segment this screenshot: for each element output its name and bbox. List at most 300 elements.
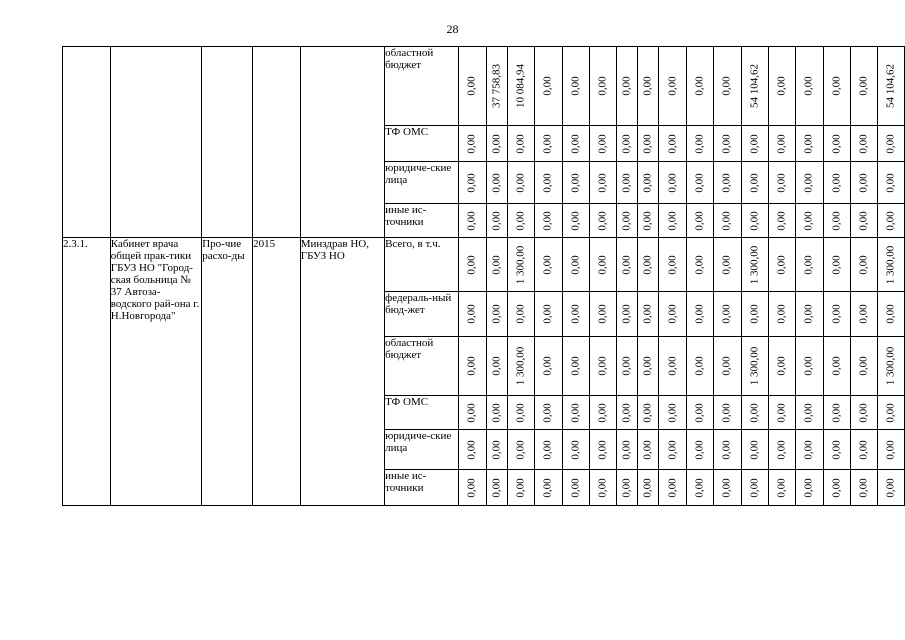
value-cell [741, 238, 768, 292]
value-cell [659, 337, 686, 396]
value-cell [458, 430, 486, 470]
value-cell [878, 47, 905, 126]
value-cell [590, 396, 617, 430]
value-text: 0,00 [620, 254, 633, 275]
value-text: 0,00 [596, 402, 609, 423]
value-cell [851, 162, 878, 204]
value-cell [768, 396, 795, 430]
value-text: 0,00 [693, 477, 706, 498]
value-cell [796, 238, 823, 292]
value-text: 0,00 [666, 172, 679, 193]
value-text: 0,00 [748, 172, 761, 193]
value-cell [617, 337, 638, 396]
value-text: 1 300,00 [748, 346, 761, 386]
value-cell [741, 470, 768, 506]
value-cell [659, 430, 686, 470]
value-cell [507, 47, 534, 126]
value-text: 0,00 [641, 402, 654, 423]
value-cell [768, 126, 795, 162]
value-cell [796, 337, 823, 396]
value-cell [714, 292, 741, 337]
value-text: 0,00 [596, 254, 609, 275]
value-text: 0,00 [569, 477, 582, 498]
value-cell [617, 238, 638, 292]
value-cell [823, 292, 850, 337]
value-text: 0,00 [775, 356, 788, 376]
value-text: 0,00 [490, 304, 503, 324]
value-cell [878, 430, 905, 470]
value-cell [590, 470, 617, 506]
value-text: 0,00 [775, 210, 788, 231]
value-cell [741, 162, 768, 204]
value-text: 0,00 [465, 172, 478, 193]
value-cell [638, 470, 659, 506]
value-text: 0,00 [666, 254, 679, 275]
value-text: 0,00 [775, 439, 788, 460]
value-text: 1 300,00 [884, 346, 897, 386]
value-cell [590, 238, 617, 292]
value-text: 0,00 [596, 172, 609, 193]
value-text: 0,00 [857, 356, 870, 376]
value-cell [638, 337, 659, 396]
value-text: 0,00 [884, 402, 897, 423]
value-text: 0,00 [596, 477, 609, 498]
value-cell [458, 238, 486, 292]
value-cell [796, 126, 823, 162]
value-cell [617, 47, 638, 126]
value-text: 0,00 [857, 402, 870, 423]
value-text: 0,00 [514, 172, 527, 193]
value-text: 0,00 [641, 477, 654, 498]
value-text: 0,00 [641, 172, 654, 193]
value-cell [458, 204, 486, 238]
value-cell [659, 396, 686, 430]
value-cell [741, 337, 768, 396]
value-text: 1 300,00 [748, 245, 761, 284]
item-name: Кабинет врача общей прак-тики ГБУЗ НО "Город-ская больница № 37 Автоза-водского рай-она г. Н.Новгорода" [110, 238, 201, 506]
table-body [63, 47, 905, 506]
value-cell [714, 126, 741, 162]
value-cell [686, 162, 713, 204]
value-text: 0,00 [802, 172, 815, 193]
value-text: 0,00 [541, 304, 554, 324]
value-text: 0,00 [620, 439, 633, 460]
value-text: 54 104,62 [884, 64, 897, 108]
value-cell [535, 126, 562, 162]
value-text: 0,00 [596, 76, 609, 96]
value-cell [768, 470, 795, 506]
value-cell [507, 126, 534, 162]
value-text: 0,00 [596, 304, 609, 324]
value-text: 0,00 [720, 210, 733, 231]
value-cell [768, 162, 795, 204]
value-cell [714, 396, 741, 430]
value-cell [851, 292, 878, 337]
value-cell [768, 292, 795, 337]
item-code: 2.3.1. [63, 238, 111, 506]
value-cell [638, 430, 659, 470]
value-text: 0,00 [830, 210, 843, 231]
value-cell [823, 337, 850, 396]
value-text: 0,00 [569, 76, 582, 96]
value-text: 0,00 [514, 402, 527, 423]
value-text: 0,00 [569, 439, 582, 460]
value-cell [851, 47, 878, 126]
value-text: 0,00 [641, 304, 654, 324]
value-text: 0,00 [802, 402, 815, 423]
value-text: 0,00 [490, 254, 503, 275]
value-text: 0,00 [775, 402, 788, 423]
value-cell [535, 204, 562, 238]
value-cell [458, 292, 486, 337]
value-text: 0,00 [830, 402, 843, 423]
value-text: 0,00 [465, 304, 478, 324]
value-text: 0,00 [541, 172, 554, 193]
value-text: 0,00 [490, 210, 503, 231]
value-cell [486, 238, 507, 292]
value-cell [486, 430, 507, 470]
value-text: 0,00 [641, 133, 654, 154]
value-cell [878, 238, 905, 292]
value-cell [878, 470, 905, 506]
value-text: 0,00 [620, 304, 633, 324]
value-text: 0,00 [541, 254, 554, 275]
value-text: 0,00 [884, 304, 897, 324]
item-year [253, 47, 301, 238]
value-cell [741, 204, 768, 238]
value-cell [486, 292, 507, 337]
value-cell [535, 470, 562, 506]
value-text: 37 758,83 [490, 64, 503, 108]
value-text: 0,00 [830, 304, 843, 324]
value-text: 0,00 [802, 356, 815, 376]
value-text: 0,00 [720, 304, 733, 324]
value-cell [851, 126, 878, 162]
value-text: 0,00 [541, 133, 554, 154]
value-cell [741, 292, 768, 337]
value-text: 0,00 [514, 439, 527, 460]
value-text: 0,00 [802, 254, 815, 275]
value-cell [878, 204, 905, 238]
value-text: 0,00 [541, 210, 554, 231]
value-text: 0,00 [666, 477, 679, 498]
value-cell [590, 47, 617, 126]
value-cell [486, 337, 507, 396]
value-cell [796, 470, 823, 506]
value-text: 0,00 [857, 210, 870, 231]
value-cell [686, 470, 713, 506]
item-expense-type [202, 47, 253, 238]
value-text: 0,00 [569, 254, 582, 275]
value-text: 0,00 [748, 477, 761, 498]
value-cell [486, 47, 507, 126]
value-text: 0,00 [666, 76, 679, 96]
value-cell [741, 396, 768, 430]
value-text: 0,00 [666, 133, 679, 154]
value-text: 0,00 [802, 133, 815, 154]
value-text: 10 084,94 [514, 64, 527, 108]
value-text: 0,00 [802, 210, 815, 231]
value-cell [507, 238, 534, 292]
value-text: 0,00 [720, 254, 733, 275]
value-cell [741, 47, 768, 126]
value-text: 0,00 [569, 210, 582, 231]
value-text: 0,00 [802, 439, 815, 460]
value-text: 0,00 [884, 477, 897, 498]
value-text: 0,00 [641, 76, 654, 96]
value-cell [617, 470, 638, 506]
value-text: 0,00 [596, 356, 609, 376]
value-cell [768, 204, 795, 238]
value-cell [659, 47, 686, 126]
value-text: 1 300,00 [884, 245, 897, 284]
value-text: 0,00 [720, 172, 733, 193]
value-text: 0,00 [720, 133, 733, 154]
value-text: 0,00 [641, 210, 654, 231]
value-text: 0,00 [666, 210, 679, 231]
value-text: 0,00 [857, 76, 870, 96]
value-cell [686, 126, 713, 162]
value-cell [458, 162, 486, 204]
value-text: 0,00 [596, 210, 609, 231]
value-cell [741, 430, 768, 470]
value-text: 0,00 [490, 133, 503, 154]
value-cell [659, 126, 686, 162]
value-text: 0,00 [569, 402, 582, 423]
value-cell [714, 430, 741, 470]
value-cell [878, 292, 905, 337]
value-text: 0,00 [596, 439, 609, 460]
value-text: 0,00 [693, 402, 706, 423]
table-row [63, 238, 905, 292]
value-text: 0,00 [748, 210, 761, 231]
value-cell [823, 430, 850, 470]
value-text: 0,00 [514, 477, 527, 498]
value-cell [590, 337, 617, 396]
value-cell [590, 126, 617, 162]
value-text: 0,00 [569, 172, 582, 193]
value-text: 0,00 [775, 76, 788, 96]
value-cell [741, 126, 768, 162]
value-text: 0,00 [720, 356, 733, 376]
value-text: 0,00 [830, 439, 843, 460]
value-cell [796, 292, 823, 337]
value-text: 54 104,62 [748, 64, 761, 108]
value-text: 0,00 [830, 254, 843, 275]
value-cell [878, 126, 905, 162]
value-text: 0,00 [693, 254, 706, 275]
funding-source: ТФ ОМС [385, 396, 459, 430]
value-cell [562, 126, 589, 162]
value-text: 0,00 [465, 254, 478, 275]
value-cell [768, 47, 795, 126]
value-text: 0,00 [857, 439, 870, 460]
value-text: 0,00 [541, 402, 554, 423]
funding-source: иные ис-точники [385, 470, 459, 506]
value-cell [458, 337, 486, 396]
funding-source: иные ис-точники [385, 204, 459, 238]
value-text: 0,00 [465, 402, 478, 423]
value-text: 0,00 [884, 133, 897, 154]
value-text: 0,00 [748, 133, 761, 154]
value-cell [590, 430, 617, 470]
value-text: 0,00 [465, 210, 478, 231]
value-text: 0,00 [541, 477, 554, 498]
value-text: 0,00 [620, 172, 633, 193]
funding-source: юридиче-ские лица [385, 430, 459, 470]
value-cell [686, 204, 713, 238]
value-text: 0,00 [857, 477, 870, 498]
value-cell [590, 292, 617, 337]
value-text: 0,00 [641, 439, 654, 460]
value-text: 0,00 [830, 133, 843, 154]
value-text: 0,00 [465, 76, 478, 96]
value-text: 0,00 [802, 304, 815, 324]
value-text: 0,00 [490, 439, 503, 460]
funding-source: юридиче-ские лица [385, 162, 459, 204]
value-cell [659, 470, 686, 506]
value-text: 0,00 [748, 402, 761, 423]
value-text: 0,00 [775, 133, 788, 154]
value-text: 0,00 [541, 356, 554, 376]
value-text: 0,00 [541, 439, 554, 460]
value-cell [638, 204, 659, 238]
value-cell [562, 238, 589, 292]
value-text: 0,00 [490, 402, 503, 423]
value-text: 0,00 [857, 254, 870, 275]
value-cell [796, 204, 823, 238]
value-text: 0,00 [748, 304, 761, 324]
value-cell [796, 430, 823, 470]
value-cell [659, 204, 686, 238]
value-text: 0,00 [620, 133, 633, 154]
value-cell [507, 337, 534, 396]
value-cell [562, 292, 589, 337]
value-cell [686, 430, 713, 470]
value-cell [768, 238, 795, 292]
value-cell [714, 337, 741, 396]
value-cell [823, 238, 850, 292]
value-cell [851, 470, 878, 506]
page-number: 28 [446, 22, 459, 36]
value-text: 1 300,00 [514, 245, 527, 284]
value-text: 0,00 [666, 304, 679, 324]
value-text: 0,00 [514, 210, 527, 231]
value-text: 0,00 [693, 172, 706, 193]
value-cell [714, 470, 741, 506]
value-text: 0,00 [720, 402, 733, 423]
value-text: 0,00 [693, 304, 706, 324]
item-executor [300, 47, 384, 238]
value-text: 0,00 [830, 477, 843, 498]
value-text: 0,00 [720, 439, 733, 460]
value-cell [507, 430, 534, 470]
value-text: 0,00 [569, 356, 582, 376]
value-cell [562, 396, 589, 430]
item-name [110, 47, 201, 238]
value-cell [562, 430, 589, 470]
value-text: 0,00 [514, 304, 527, 324]
value-text: 0,00 [620, 402, 633, 423]
value-cell [638, 292, 659, 337]
value-cell [768, 430, 795, 470]
value-cell [486, 204, 507, 238]
funding-source: федераль-ный бюд-жет [385, 292, 459, 337]
value-text: 0,00 [884, 439, 897, 460]
value-cell [714, 47, 741, 126]
value-cell [851, 204, 878, 238]
value-cell [851, 337, 878, 396]
value-text: 0,00 [775, 304, 788, 324]
funding-source: Всего, в т.ч. [385, 238, 459, 292]
value-cell [823, 162, 850, 204]
value-text: 0,00 [666, 439, 679, 460]
funding-source: ТФ ОМС [385, 126, 459, 162]
value-cell [507, 396, 534, 430]
value-text: 0,00 [620, 477, 633, 498]
value-cell [796, 47, 823, 126]
value-cell [535, 430, 562, 470]
budget-table [62, 46, 905, 506]
value-text: 0,00 [693, 133, 706, 154]
value-cell [507, 162, 534, 204]
funding-source: областной бюджет [385, 47, 459, 126]
value-cell [562, 337, 589, 396]
value-text: 0,00 [641, 356, 654, 376]
value-cell [851, 396, 878, 430]
value-cell [617, 126, 638, 162]
funding-source: областной бюджет [385, 337, 459, 396]
value-text: 0,00 [514, 133, 527, 154]
value-text: 0,00 [465, 133, 478, 154]
value-cell [507, 204, 534, 238]
value-cell [617, 430, 638, 470]
item-expense-type: Про-чие расхо-ды [202, 238, 253, 506]
value-text: 0,00 [830, 356, 843, 376]
value-cell [535, 396, 562, 430]
value-cell [562, 204, 589, 238]
value-cell [823, 396, 850, 430]
value-cell [686, 337, 713, 396]
value-text: 0,00 [693, 439, 706, 460]
value-text: 0,00 [693, 356, 706, 376]
value-text: 0,00 [620, 76, 633, 96]
value-cell [638, 47, 659, 126]
value-text: 0,00 [490, 172, 503, 193]
value-text: 0,00 [569, 133, 582, 154]
value-text: 0,00 [666, 356, 679, 376]
value-text: 0,00 [748, 439, 761, 460]
value-text: 0,00 [857, 172, 870, 193]
value-cell [638, 162, 659, 204]
value-cell [768, 337, 795, 396]
value-cell [507, 292, 534, 337]
value-text: 0,00 [775, 254, 788, 275]
value-cell [617, 292, 638, 337]
value-cell [659, 292, 686, 337]
value-cell [458, 396, 486, 430]
value-text: 0,00 [775, 172, 788, 193]
value-text: 0,00 [541, 76, 554, 96]
value-cell [823, 204, 850, 238]
value-cell [535, 337, 562, 396]
value-cell [535, 162, 562, 204]
value-cell [823, 126, 850, 162]
value-text: 1 300,00 [514, 346, 527, 386]
item-executor: Минздрав НО, ГБУЗ НО [300, 238, 384, 506]
value-cell [686, 396, 713, 430]
value-cell [535, 47, 562, 126]
